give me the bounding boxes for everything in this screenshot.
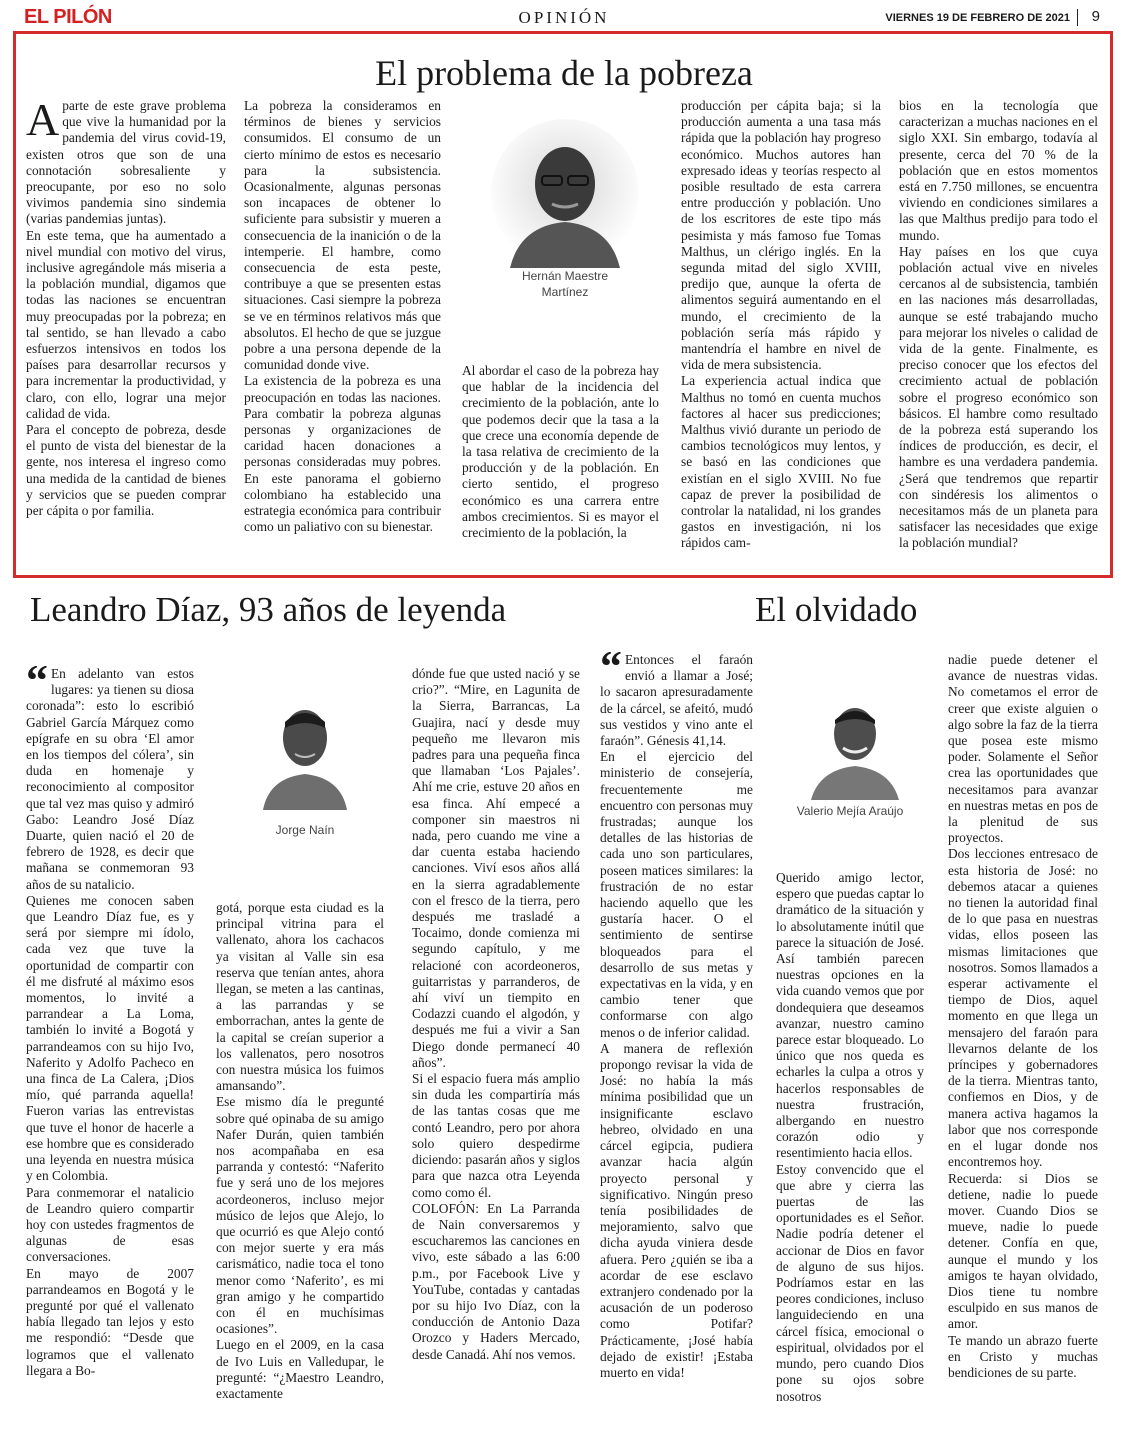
article-paragraph: En este tema, que ha aumentado a nivel mundial con motivo del virus, inclusive agregándole más miseria a la población mundial, digamos que todas las naciones se encuentran muy preocupadas por la pobreza; en tal sentido, se han llevado a cabo esfuerzos intensivos en todos los países para desarrollar recursos y para incrementar la productividad, y claro, con ello, lograr una mejor calidad de vida. — [26, 227, 226, 421]
article-leandro-col2 — [216, 900, 384, 1432]
opening-quote-mark: “ — [26, 666, 48, 705]
article-paragraph: A manera de reflexión propongo revisar la vida de José: no había la más mínima posibilidad que un insignificante esclavo hebreo, olvidado en una cárcel egipcia, pudiera avanzar hacia algún proyecto personal y significativo. Ningún preso tenía posibilidades de mejoramiento, salvo que dicha ayuda viniera desde afuera. Pero ¿quién se iba a acordar de ese esclavo extranjero condenado por la acusación de un poderoso como Potifar? Prácticamente, ¡José había dejado de existir! ¡Estaba muerto en vida! — [600, 1040, 753, 1380]
article-olvidado-col1 — [600, 652, 753, 1432]
article-paragraph: Ese mismo día le pregunté sobre qué opinaba de su amigo Nafer Durán, quien también nos acompañaba en esa parranda y contestó: “Naferito fue y será uno de los mejores acordeoneros, incluso mejor músico de lejos que Alejo, lo que ocurrió es que Alejo contó con mejor suerte y era más carismático, nadie toca el tono menor como ‘Naferito’, es mi gran amigo y he compartido con él en muchísimas ocasiones”. — [216, 1094, 384, 1337]
article-paragraph: La existencia de la pobreza es una preocupación en todas las naciones. Para combatir la pobreza algunas personas y organizaciones de caridad hacen donaciones a personas consideradas muy pobres. En este panorama el gobierno colombiano ha establecido una estrategia económica para contribuir como un paliativo con su bienestar. — [244, 373, 441, 535]
article-paragraph: dónde fue que usted nació y se crio?”. “Mire, en Lagunita de la Sierra, Barrancas, La Guajira, nací y desde muy pequeño me llevaron mis padres para una pequeña finca que llamaban ‘Los Pajales’. Ahí me crie, estuve 20 años en esa finca. Ahí empecé a componer sin maestros ni nada, pero cuando me vine a dar cuenta estaba haciendo canciones. Viví esos años allá en la sierra agradablemente con el fresco de la tierra, pero después me trasladé a Tocaimo, donde comienza mi segundo capítulo, y me relacioné con acordeoneros, guitarristas y parranderos, de ahí viví un tiempito en Codazzi cuando el algodón, y después me fui a vivir a San Diego donde permanecí 40 años”. — [412, 666, 580, 1070]
article-paragraph: Para conmemorar el natalicio de Leandro quiero compartir hoy con ustedes fragmentos de algunas de esas conversaciones. — [26, 1184, 194, 1265]
article-pobreza-col3 — [462, 363, 659, 558]
article-pobreza-col4 — [681, 98, 881, 558]
section-title: OPINIÓN — [518, 8, 610, 27]
opening-quote-mark: “ — [600, 652, 622, 691]
article-title-olvidado: El olvidado — [755, 590, 918, 629]
article-paragraph: Luego en el 2009, en la casa de Ivo Luis en Valledupar, le pregunté: “¿Maestro Leandro, exactamente — [216, 1337, 384, 1402]
article-paragraph: nadie puede detener el avance de nuestras vidas. No cometamos el error de creer que existe alguien o algo sobre la faz de la tierra que posea este mismo poder. Solamente el Señor crea las oportunidades que necesitamos para avanzar en nuestras metas en pos de la plenitud de sus proyectos. — [948, 652, 1098, 846]
article-paragraph: Hay países en los que cuya población actual vive en niveles cercanos al de subsistencia, también en las naciones más desarrolladas, aunque se esté trabajando mucho para mejorar los niveles o calidad de vida de la gente. Finalmente, es preciso conocer que los efectos del crecimiento actual de población sobre el progreso económico son básicos. El hambre como resultado de la pobreza está superando los índices de producción, es decir, el hambre es una verdadera pandemia. ¿Será que tendremos que repartir con sindéresis los alimentos o necesitamos más de un planeta para satisfacer las necesidades que exige la población mundial? — [899, 243, 1098, 551]
article-olvidado-col3 — [948, 652, 1098, 1432]
article-paragraph: Aparte de este grave problema que vive la humanidad por la pandemia del virus covid-19, existen otros que son de una connotación sobresaliente y preocupante, por eso no solo vivimos pandemia sino sindemia (varias pandemias juntas). — [26, 98, 226, 227]
article-paragraph: gotá, porque esta ciudad es la principal vitrina para el vallenato, ahora los cachacos ya visitan al Valle sin esa reserva que tenían antes, ahora llegan, se meten a las cantinas, a las parrandas y se emborrachan, antes la gente de la capital se creían superior a los vallenatos, pero nosotros con nuestra música los fuimos amansando”. — [216, 900, 384, 1094]
article-paragraph: Quienes me conocen saben que Leandro Díaz fue, es y será por siempre mi ídolo, cada vez que tuve la oportunidad de compartir con él me disfruté al máximo esos momentos, lo invité a parrandear a La Loma, también lo invité a Bogotá y parrandeamos con su hijo Ivo, Naferito y Adolfo Pacheco en una finca de La Calera, ¡Dios mío, qué parranda aquella! Fueron varias las entrevistas que tuve el honor de hacerle a ese hombre que es considerado una leyenda en nuestra música y en Colombia. — [26, 892, 194, 1184]
article-paragraph: Para el concepto de pobreza, desde el punto de vista del bienestar de la gente, nos interesa el ingreso como una medida de la cantidad de bienes y servicios que se pueden comprar per cápita o por familia. — [26, 422, 226, 519]
author-name-jorge: Jorge Naín — [275, 823, 335, 837]
newspaper-logo: EL PILÓN — [24, 6, 112, 28]
drop-cap: A — [26, 98, 60, 145]
author-name-hernan: Hernán Maestre Martínez — [521, 269, 609, 299]
article-pobreza-col1 — [26, 98, 226, 558]
masthead — [0, 0, 1128, 30]
article-paragraph: La experiencia actual indica que Malthus no tomó en cuenta muchos factores al hacer sus predicciones; Malthus vivió durante un periodo de cambios tecnológicos muy lentos, y se basó en las condiciones que existían en el siglo XVIII. No fue capaz de prever la posibilidad de controlar la natalidad, ni los grandes gastos en investigación, ni los rápidos cam- — [681, 373, 881, 551]
author-name-valerio: Valerio Mejía Araújo — [796, 804, 904, 818]
article-olvidado-col2 — [776, 870, 924, 1432]
author-photo-icon — [490, 118, 640, 268]
article-paragraph: COLOFÓN: En La Parranda de Nain conversaremos y escucharemos las canciones en vivo, este sábado a las 6:00 p.m., por Facebook Live y YouTube, contadas y cantadas por su hijo Ivo Díaz, con la conducción de Antonio Daza Orozco y Haders Mercado, desde Canadá. Ahí nos vemos. — [412, 1200, 580, 1362]
article-paragraph: bios en la tecnología que caracterizan a muchas naciones en el siglo XXI. Sin embargo, todavía al presente, cerca del 70 % de la población que en estos momentos está en 7.750 millones, se encuentra viviendo en condiciones similares a las que Malthus predijo para todo el mundo. — [899, 98, 1098, 243]
article-paragraph: Dos lecciones entresaco de esta historia de José: no debemos atacar a quienes no tienen la autoridad final de lo que pasa en nuestras vidas, ellos poseen las mismas limitaciones que nosotros. Somos llamados a esperar activamente el tiempo de Dios, aquel momento en que llega un mensajero del faraón para llevarnos delante de los príncipes y gobernadores de la tierra. Mientras tanto, confiemos en Dios, y de manera activa hagamos la labor que nos corresponde en el lugar donde nos encontremos hoy. — [948, 846, 1098, 1170]
article-paragraph: Estoy convencido que el que abre y cierra las puertas de las oportunidades es el Señor. Nadie podría detener el accionar de Dios en favor de alguno de sus hijos. Podríamos estar en las peores condiciones, incluso languideciendo en una cárcel física, emocional o espiritual, olvidados por el mundo, pero cuando Dios pone su ojos sobre nosotros — [776, 1161, 924, 1404]
article-paragraph: Recuerda: si Dios se detiene, nadie lo puede mover. Cuando Dios se mueve, nadie lo puede detener. Confía en que, aunque el mundo y los amigos te hayan olvidado, Dios tiene tu nombre esculpido en sus manos de amor. — [948, 1170, 1098, 1332]
author-photo-icon — [805, 690, 905, 800]
article-paragraph: Si el espacio fuera más amplio sin duda les compartiría más de las tantas cosas que me contó Leandro, pero por ahora solo quiero despedirme diciendo: pasarán años y siglos para que nazca otra Leyenda como como él. — [412, 1071, 580, 1200]
article-leandro-col1 — [26, 666, 194, 1432]
article-paragraph: “ En adelanto van estos lugares: ya tienen su diosa coronada”: esto lo escribió Gabriel García Márquez como epígrafe en su obra ‘El amor en los tiempos del cólera’, sin duda en homenaje y reconocimiento al compositor que tal vez mas quiso y admiró Gabo: Leandro José Díaz Duarte, quien nació el 20 de febrero de 1928, es decir que mañana se conmemoran 93 años de su natalicio. — [26, 666, 194, 892]
article-paragraph: Al abordar el caso de la pobreza hay que hablar de la incidencia del crecimiento de la población, ante lo que podemos decir que la tasa a la que crece una economía depende de la tasa relativa de crecimiento de la producción y de la población. En cierto sentido, el progreso económico es una carrera entre ambos crecimientos. Si es mayor el crecimiento de la población, la — [462, 363, 659, 541]
article-paragraph: En mayo de 2007 parrandeamos en Bogotá y le pregunté por qué el vallenato había llegado tan lejos y esto me respondió: “Desde que logramos que el vallenato llegara a Bo- — [26, 1265, 194, 1378]
article-leandro-col3 — [412, 666, 580, 1432]
article-title-pobreza: El problema de la pobreza — [375, 53, 753, 93]
article-paragraph: Querido amigo lector, espero que puedas captar lo dramático de la situación y lo absolutamente inútil que parece la situación de José. Así también parecen nuestras opciones en la vida cuando vemos que por dondequiera que deseamos avanzar, nuestro camino parece estar bloqueado. Lo único que nos queda es echarles la culpa a otros y hacerlos responsables de nuestra frustración, albergando en nuestro corazón odio y resentimiento hacia ellos. — [776, 870, 924, 1161]
article-pobreza-col2 — [244, 98, 441, 558]
article-paragraph: “ Entonces el faraón envió a llamar a José; lo sacaron apresuradamente de la cárcel, se afeitó, mudó sus vestidos y vino ante el faraón”. Génesis 41,14. — [600, 652, 753, 749]
date-separator — [1077, 9, 1078, 26]
issue-date: VIERNES 19 DE FEBRERO DE 2021 — [885, 12, 1070, 24]
page-number: 9 — [1091, 8, 1100, 25]
article-paragraph: La pobreza la consideramos en términos de bienes y servicios consumidos. El consumo de un cierto mínimo de estos es necesario para la subsistencia. Ocasionalmente, algunas personas son incapaces de obtener lo suficiente para subsistir y mueren a consecuencia de la inanición o de la intemperie. El hambre, como consecuencia de esta peste, contribuye a que se presenten estas situaciones. Casi siempre la pobreza se ve en términos relativos más que absolutos. El hecho de que se juzgue pobre a una persona depende de la comunidad donde vive. — [244, 98, 441, 373]
article-title-leandro: Leandro Díaz, 93 años de leyenda — [30, 590, 507, 629]
article-paragraph: Te mando un abrazo fuerte en Cristo y muchas bendiciones de su parte. — [948, 1332, 1098, 1380]
author-photo-icon — [255, 690, 355, 810]
article-paragraph: producción per cápita baja; si la producción aumenta a una tasa más rápida que la población hay progreso económico. Muchos autores han expresado ideas y teorías respecto al posible resultado de esta carrera entre producción y población. Uno de los escritores de este tipo más pesimista y más famoso fue Tomas Malthus, un clérigo inglés. En la segunda mitad del siglo XVIII, predijo que, aunque la oferta de alimentos seguirá aumentando en el mundo, el crecimiento de la población sería más rápido y mantendría el hambre en nivel de vida de mera subsistencia. — [681, 98, 881, 373]
article-paragraph: En el ejercicio del ministerio de consejería, frecuentemente me encuentro con personas muy frustradas; aunque los detalles de las historias de cada uno son particulares, poseen matices similares: la frustración de no estar haciendo aquello que les gustaría hacer. O el sentimiento de sentirse bloqueados para el desarrollo de sus metas y expectativas en la vida, y en cambio tener que conformarse con algo menos o de inferior calidad. — [600, 749, 753, 1040]
article-pobreza-col5 — [899, 98, 1098, 558]
